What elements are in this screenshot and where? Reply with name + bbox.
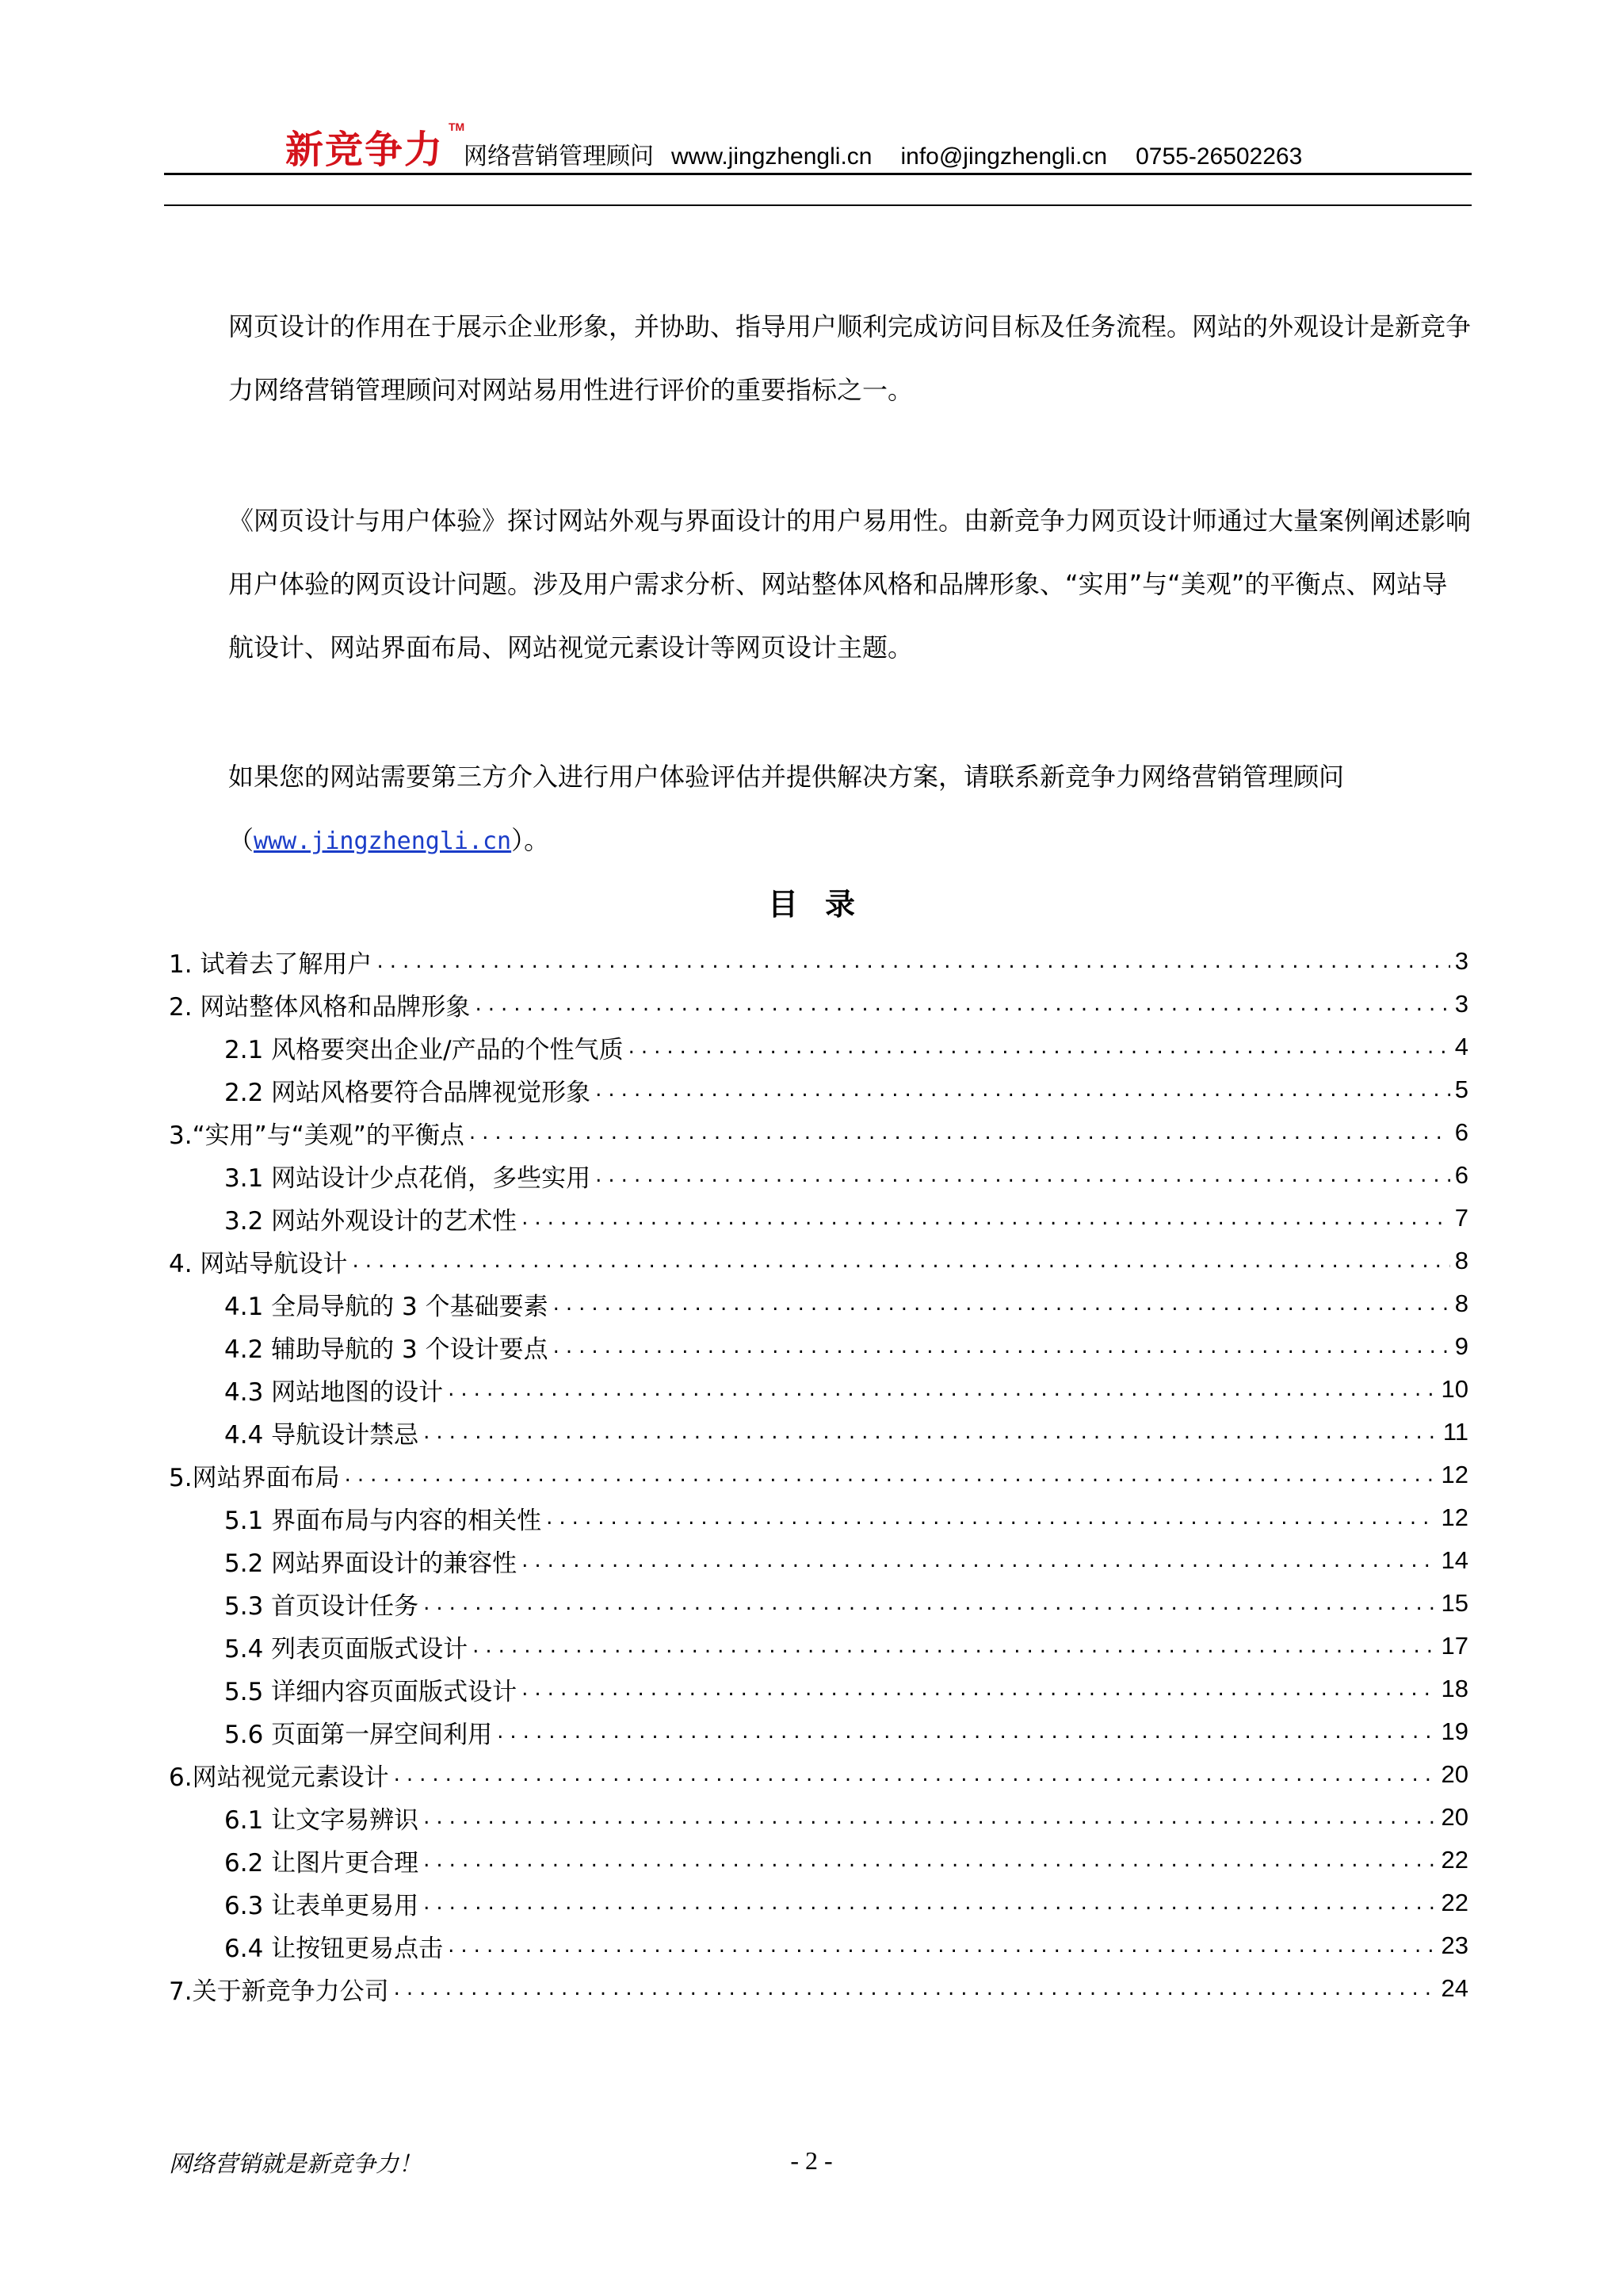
toc-leader-dots — [423, 1587, 1436, 1619]
website-link[interactable]: www.jingzhengli.cn — [254, 827, 512, 855]
toc-entry-page: 18 — [1441, 1675, 1468, 1702]
intro-paragraph-2 — [228, 489, 1472, 679]
toc-entry[interactable] — [169, 1111, 1468, 1154]
toc-entry[interactable] — [169, 983, 1468, 1026]
toc-entry[interactable] — [169, 1368, 1468, 1411]
toc-leader-dots — [475, 988, 1449, 1020]
toc-entry[interactable] — [169, 1668, 1468, 1710]
toc-entry[interactable] — [169, 1839, 1468, 1881]
toc-entry-page: 22 — [1441, 1846, 1468, 1874]
toc-entry-page: 6 — [1454, 1161, 1468, 1189]
toc-entry[interactable] — [169, 1881, 1468, 1924]
toc-entry[interactable] — [169, 1325, 1468, 1368]
toc-entry-label: 5.5 详细内容页面版式设计 — [224, 1677, 517, 1706]
toc-entry-label: 1. 试着去了解用户 — [169, 949, 372, 979]
toc-entry-label: 3.1 网站设计少点花俏，多些实用 — [224, 1163, 591, 1193]
toc-entry-label: 4. 网站导航设计 — [169, 1249, 348, 1278]
toc-entry-label: 5.6 页面第一屏空间利用 — [224, 1720, 493, 1749]
header-website[interactable]: www.jingzhengli.cn — [671, 143, 873, 170]
brand-logo: 新竞争力 — [285, 128, 445, 172]
toc-leader-dots — [394, 1973, 1437, 2004]
toc-entry-page: 3 — [1454, 947, 1468, 975]
intro-paragraph-1 — [228, 295, 1472, 422]
toc-leader-dots — [345, 1459, 1437, 1491]
toc-leader-dots — [497, 1716, 1436, 1748]
toc-entry-label: 6.2 让图片更合理 — [224, 1848, 419, 1878]
toc-leader-dots — [595, 1074, 1450, 1106]
toc-entry[interactable] — [169, 1154, 1468, 1197]
toc-entry-page: 4 — [1454, 1033, 1468, 1060]
toc-leader-dots — [553, 1288, 1450, 1320]
toc-leader-dots — [423, 1416, 1438, 1448]
toc-entry-label: 6.3 让表单更易用 — [224, 1891, 419, 1920]
toc-title: 目录 — [767, 887, 882, 922]
toc-entry[interactable] — [169, 1796, 1468, 1839]
toc-entry[interactable] — [169, 1924, 1468, 1967]
intro-text-3 — [228, 745, 1472, 873]
toc-leader-dots — [376, 946, 1449, 977]
intro-text-1: 网页设计的作用在于展示企业形象，并协助、指导用户顺利完成访问目标及任务流程。网站的外观设计是新竞争力网络营销管理顾问对网站易用性进行评价的重要指标之一。 — [228, 311, 1472, 405]
toc-leader-dots — [521, 1545, 1436, 1576]
toc-entry[interactable] — [169, 1454, 1468, 1496]
toc-leader-dots — [352, 1245, 1449, 1277]
toc-entry[interactable] — [169, 1539, 1468, 1582]
toc-leader-dots — [553, 1331, 1450, 1362]
toc-entry[interactable] — [169, 1282, 1468, 1325]
toc-leader-dots — [521, 1673, 1436, 1705]
toc-entry-page: 8 — [1454, 1289, 1468, 1317]
toc-leader-dots — [448, 1930, 1436, 1962]
toc-entry[interactable] — [169, 1582, 1468, 1625]
toc-entry[interactable] — [169, 1967, 1468, 2010]
toc-entry-page: 17 — [1441, 1632, 1468, 1660]
toc-entry-page: 23 — [1441, 1931, 1468, 1959]
toc-entry[interactable] — [169, 1240, 1468, 1282]
toc-entry-label: 6.1 让文字易辨识 — [224, 1805, 419, 1835]
toc-entry-label: 5.1 界面布局与内容的相关性 — [224, 1506, 542, 1535]
toc-entry-page: 20 — [1441, 1803, 1468, 1831]
toc-entry-label: 5.3 首页设计任务 — [224, 1591, 419, 1621]
intro-paragraph-3 — [228, 745, 1472, 873]
toc-entry-label: 3.“实用”与“美观”的平衡点 — [169, 1121, 464, 1150]
toc-leader-dots — [448, 1373, 1436, 1405]
toc-entry[interactable] — [169, 1753, 1468, 1796]
toc-entry-label: 6.4 让按钮更易点击 — [224, 1934, 444, 1963]
toc-entry[interactable] — [169, 1411, 1468, 1454]
table-of-contents — [169, 940, 1468, 2010]
toc-entry-page: 15 — [1441, 1589, 1468, 1617]
intro-text-3-prefix: 如果您的网站需要第三方介入进行用户体验评估并提供解决方案，请联系新竞争力网络营销管理顾问（ — [228, 762, 1345, 855]
toc-leader-dots — [469, 1117, 1450, 1148]
toc-entry-label: 2.1 风格要突出企业/产品的个性气质 — [224, 1035, 624, 1064]
footer-page-number: - 2 - — [790, 2146, 833, 2175]
intro-text-2: 《网页设计与用户体验》探讨网站外观与界面设计的用户易用性。由新竞争力网页设计师通过大量案例阐述影响用户体验的网页设计问题。涉及用户需求分析、网站整体风格和品牌形象、“实用”与“美观”的平衡点、网站导航设计、网站界面布局、网站视觉元素设计等网页设计主题。 — [228, 506, 1472, 663]
toc-entry-page: 5 — [1454, 1075, 1468, 1103]
toc-entry[interactable] — [169, 1197, 1468, 1240]
toc-entry[interactable] — [169, 1068, 1468, 1111]
toc-entry-page: 20 — [1441, 1760, 1468, 1788]
header-phone: 0755-26502263 — [1136, 143, 1303, 170]
toc-entry-label: 2. 网站整体风格和品牌形象 — [169, 992, 471, 1022]
toc-entry-page: 24 — [1441, 1974, 1468, 2002]
intro-text-3-suffix: ）。 — [511, 825, 550, 855]
toc-entry-page: 12 — [1441, 1461, 1468, 1488]
toc-leader-dots — [521, 1202, 1450, 1234]
header-divider-top — [164, 173, 1472, 175]
toc-leader-dots — [423, 1844, 1436, 1876]
toc-entry-page: 6 — [1454, 1118, 1468, 1146]
toc-entry-label: 5.2 网站界面设计的兼容性 — [224, 1549, 517, 1578]
toc-entry-label: 5.网站界面布局 — [169, 1463, 340, 1492]
toc-entry-label: 2.2 网站风格要符合品牌视觉形象 — [224, 1078, 591, 1107]
toc-leader-dots — [546, 1502, 1436, 1534]
toc-leader-dots — [423, 1801, 1436, 1833]
toc-entry-page: 8 — [1454, 1247, 1468, 1274]
toc-entry-label: 4.3 网站地图的设计 — [224, 1377, 444, 1407]
header-divider-bottom — [164, 204, 1472, 206]
toc-entry-page: 14 — [1441, 1546, 1468, 1574]
toc-entry-label: 3.2 网站外观设计的艺术性 — [224, 1206, 517, 1236]
toc-entry-page: 3 — [1454, 990, 1468, 1018]
toc-entry-page: 10 — [1441, 1375, 1468, 1403]
toc-entry-page: 12 — [1441, 1503, 1468, 1531]
toc-entry-label: 6.网站视觉元素设计 — [169, 1763, 389, 1792]
toc-entry[interactable] — [169, 1026, 1468, 1068]
header-contact-info — [464, 136, 1331, 171]
toc-entry-page: 11 — [1442, 1418, 1468, 1446]
toc-entry-page: 22 — [1441, 1889, 1468, 1916]
toc-entry-label: 4.2 辅助导航的 3 个设计要点 — [224, 1335, 548, 1364]
toc-leader-dots — [472, 1630, 1436, 1662]
toc-entry[interactable] — [169, 940, 1468, 983]
toc-leader-dots — [628, 1031, 1450, 1063]
trademark-mark: TM — [449, 120, 465, 133]
page-header — [0, 0, 1623, 214]
toc-entry-label: 5.4 列表页面版式设计 — [224, 1634, 468, 1664]
header-company-name: 网络营销管理顾问 — [464, 143, 654, 170]
toc-entry-label: 7.关于新竞争力公司 — [169, 1977, 389, 2006]
toc-entry[interactable] — [169, 1496, 1468, 1539]
toc-entry-label: 4.1 全局导航的 3 个基础要素 — [224, 1292, 548, 1321]
toc-entry-page: 19 — [1441, 1717, 1468, 1745]
toc-leader-dots — [394, 1759, 1437, 1790]
header-email[interactable]: info@jingzhengli.cn — [900, 143, 1108, 170]
toc-entry-page: 9 — [1454, 1332, 1468, 1360]
toc-leader-dots — [595, 1159, 1450, 1191]
toc-entry[interactable] — [169, 1625, 1468, 1668]
footer-slogan: 网络营销就是新竞争力！ — [169, 2150, 422, 2177]
toc-entry-page: 7 — [1454, 1204, 1468, 1232]
toc-entry-label: 4.4 导航设计禁忌 — [224, 1420, 419, 1450]
toc-entry[interactable] — [169, 1710, 1468, 1753]
toc-leader-dots — [423, 1887, 1436, 1919]
